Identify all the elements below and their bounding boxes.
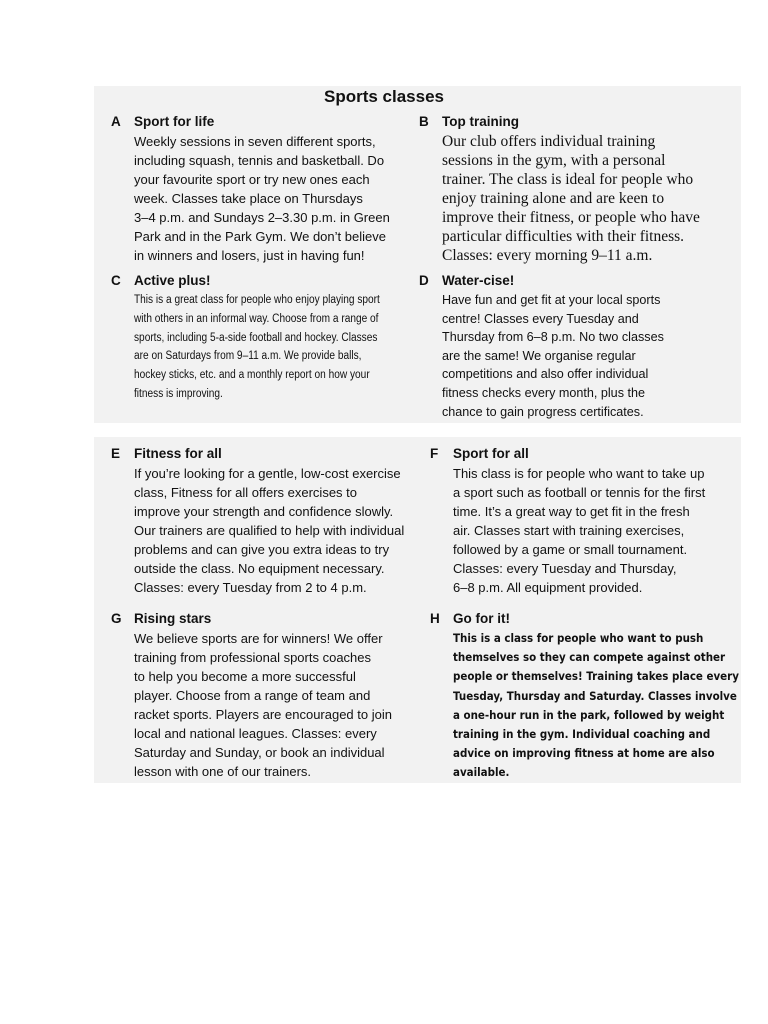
section-line: improve their fitness, or people who have [442,209,700,226]
section-e [111,446,421,597]
section-b [419,114,739,265]
section-c [111,273,411,404]
section-g [111,611,421,781]
section-line: Tuesday, Thursday and Saturday. Classes involve [453,689,737,703]
section-line: class, Fitness for all offers exercises to [134,485,358,500]
section-line: improve your strength and confidence slowly. [134,504,394,519]
section-heading: Active plus! [134,273,211,288]
section-line: enjoy training alone and are keen to [442,190,665,207]
section-heading: Sport for life [134,114,215,129]
section-line: fitness checks every month, plus the [442,385,645,400]
section-line: Weekly sessions in seven different sports, [134,134,376,149]
section-body [134,464,421,597]
section-header [111,114,411,129]
section-line: competitions and also offer individual [442,367,649,382]
section-body [134,629,421,781]
section-line: available. [453,766,510,780]
section-line: including squash, tennis and basketball. Do [134,153,385,168]
section-line: outside the class. No equipment necessary. [134,561,385,576]
section-d [419,273,739,421]
section-line: are on Saturdays from 9–11 a.m. We provide balls, [134,350,362,363]
section-heading: Fitness for all [134,446,222,461]
section-line: 3–4 p.m. and Sundays 2–3.30 p.m. in Green [134,210,390,225]
section-header [430,611,740,626]
section-line: hockey sticks, etc. and a monthly report on how your [134,369,370,382]
section-line: Thursday from 6–8 p.m. No two classes [442,330,664,345]
section-h [430,611,740,783]
section-letter: G [111,611,122,626]
section-line: This class is for people who want to take up [453,466,705,481]
section-line: chance to gain progress certificates. [442,404,644,419]
section-body [453,464,740,597]
section-line: in winners and losers, just in having fun! [134,248,365,263]
section-line: with others in an informal way. Choose from a range of [134,312,379,325]
section-a [111,114,411,265]
section-heading: Water-cise! [442,273,515,288]
section-line: trainer. The class is ideal for people who [442,171,694,188]
section-line: This is a great class for people who enjoy playing sport [134,294,380,306]
section-line: particular difficulties with their fitness. [442,228,685,245]
section-line: your favourite sport or try new ones each [134,172,370,187]
section-letter: F [430,446,439,461]
section-body [442,291,739,421]
section-letter: E [111,446,121,461]
section-line: people or themselves! Training takes place every [453,670,739,684]
section-heading: Go for it! [453,611,510,626]
section-line: If you’re looking for a gentle, low-cost exercise [134,466,401,481]
section-line: racket sports. Players are encouraged to join [134,707,392,722]
section-line: We believe sports are for winners! We offer [134,631,383,646]
section-line: to help you become a more successful [134,669,356,684]
section-f [430,446,740,597]
section-line: player. Choose from a range of team and [134,688,371,703]
section-header [111,446,421,461]
section-line: Classes: every morning 9–11 a.m. [442,247,653,264]
section-heading: Rising stars [134,611,212,626]
section-line: followed by a game or small tournament. [453,542,688,557]
section-line: local and national leagues. Classes: every [134,726,377,741]
section-body [134,291,411,404]
section-line: Classes: every Tuesday from 2 to 4 p.m. [134,580,367,595]
section-letter: B [419,114,429,129]
section-line: problems and can give you extra ideas to try [134,542,390,557]
section-line: centre! Classes every Tuesday and [442,311,639,326]
section-line: a sport such as football or tennis for the first [453,485,706,500]
section-line: Our club offers individual training [442,133,656,150]
section-line: sports, including 5-a-side football and hockey. Classes [134,331,378,344]
section-letter: H [430,611,440,626]
section-line: training in the gym. Individual coaching and [453,728,711,742]
section-line: are the same! We organise regular [442,348,636,363]
section-line: Classes: every Tuesday and Thursday, [453,561,677,576]
section-line: sessions in the gym, with a personal [442,152,666,169]
section-line: Our trainers are qualified to help with individual [134,523,405,538]
section-header [419,273,739,288]
page-title: Sports classes [323,87,444,106]
section-line: air. Classes start with training exercises, [453,523,685,538]
section-line: time. It’s a great way to get fit in the fresh [453,504,690,519]
section-heading: Sport for all [453,446,529,461]
section-letter: C [111,273,121,288]
section-line: week. Classes take place on Thursdays [134,191,363,206]
section-header [111,611,421,626]
section-letter: A [111,114,121,129]
section-header [419,114,739,129]
section-body [453,629,740,783]
section-line: Saturday and Sunday, or book an individual [134,745,385,760]
section-body [134,132,411,265]
section-line: lesson with one of our trainers. [134,764,312,779]
section-header [111,273,411,288]
section-line: themselves so they can compete against other [453,651,726,665]
section-line: fitness is improving. [134,387,223,400]
section-line: training from professional sports coaches [134,650,372,665]
section-line: a one-hour run in the park, followed by weight [453,708,725,722]
section-line: Park and in the Park Gym. We don’t believe [134,229,386,244]
section-heading: Top training [442,114,519,129]
section-header [430,446,740,461]
section-body [442,132,739,265]
section-line: Have fun and get fit at your local sports [442,293,661,307]
section-line: advice on improving fitness at home are also [453,747,715,761]
section-line: This is a class for people who want to push [453,632,704,645]
section-letter: D [419,273,429,288]
section-line: 6–8 p.m. All equipment provided. [453,580,643,595]
